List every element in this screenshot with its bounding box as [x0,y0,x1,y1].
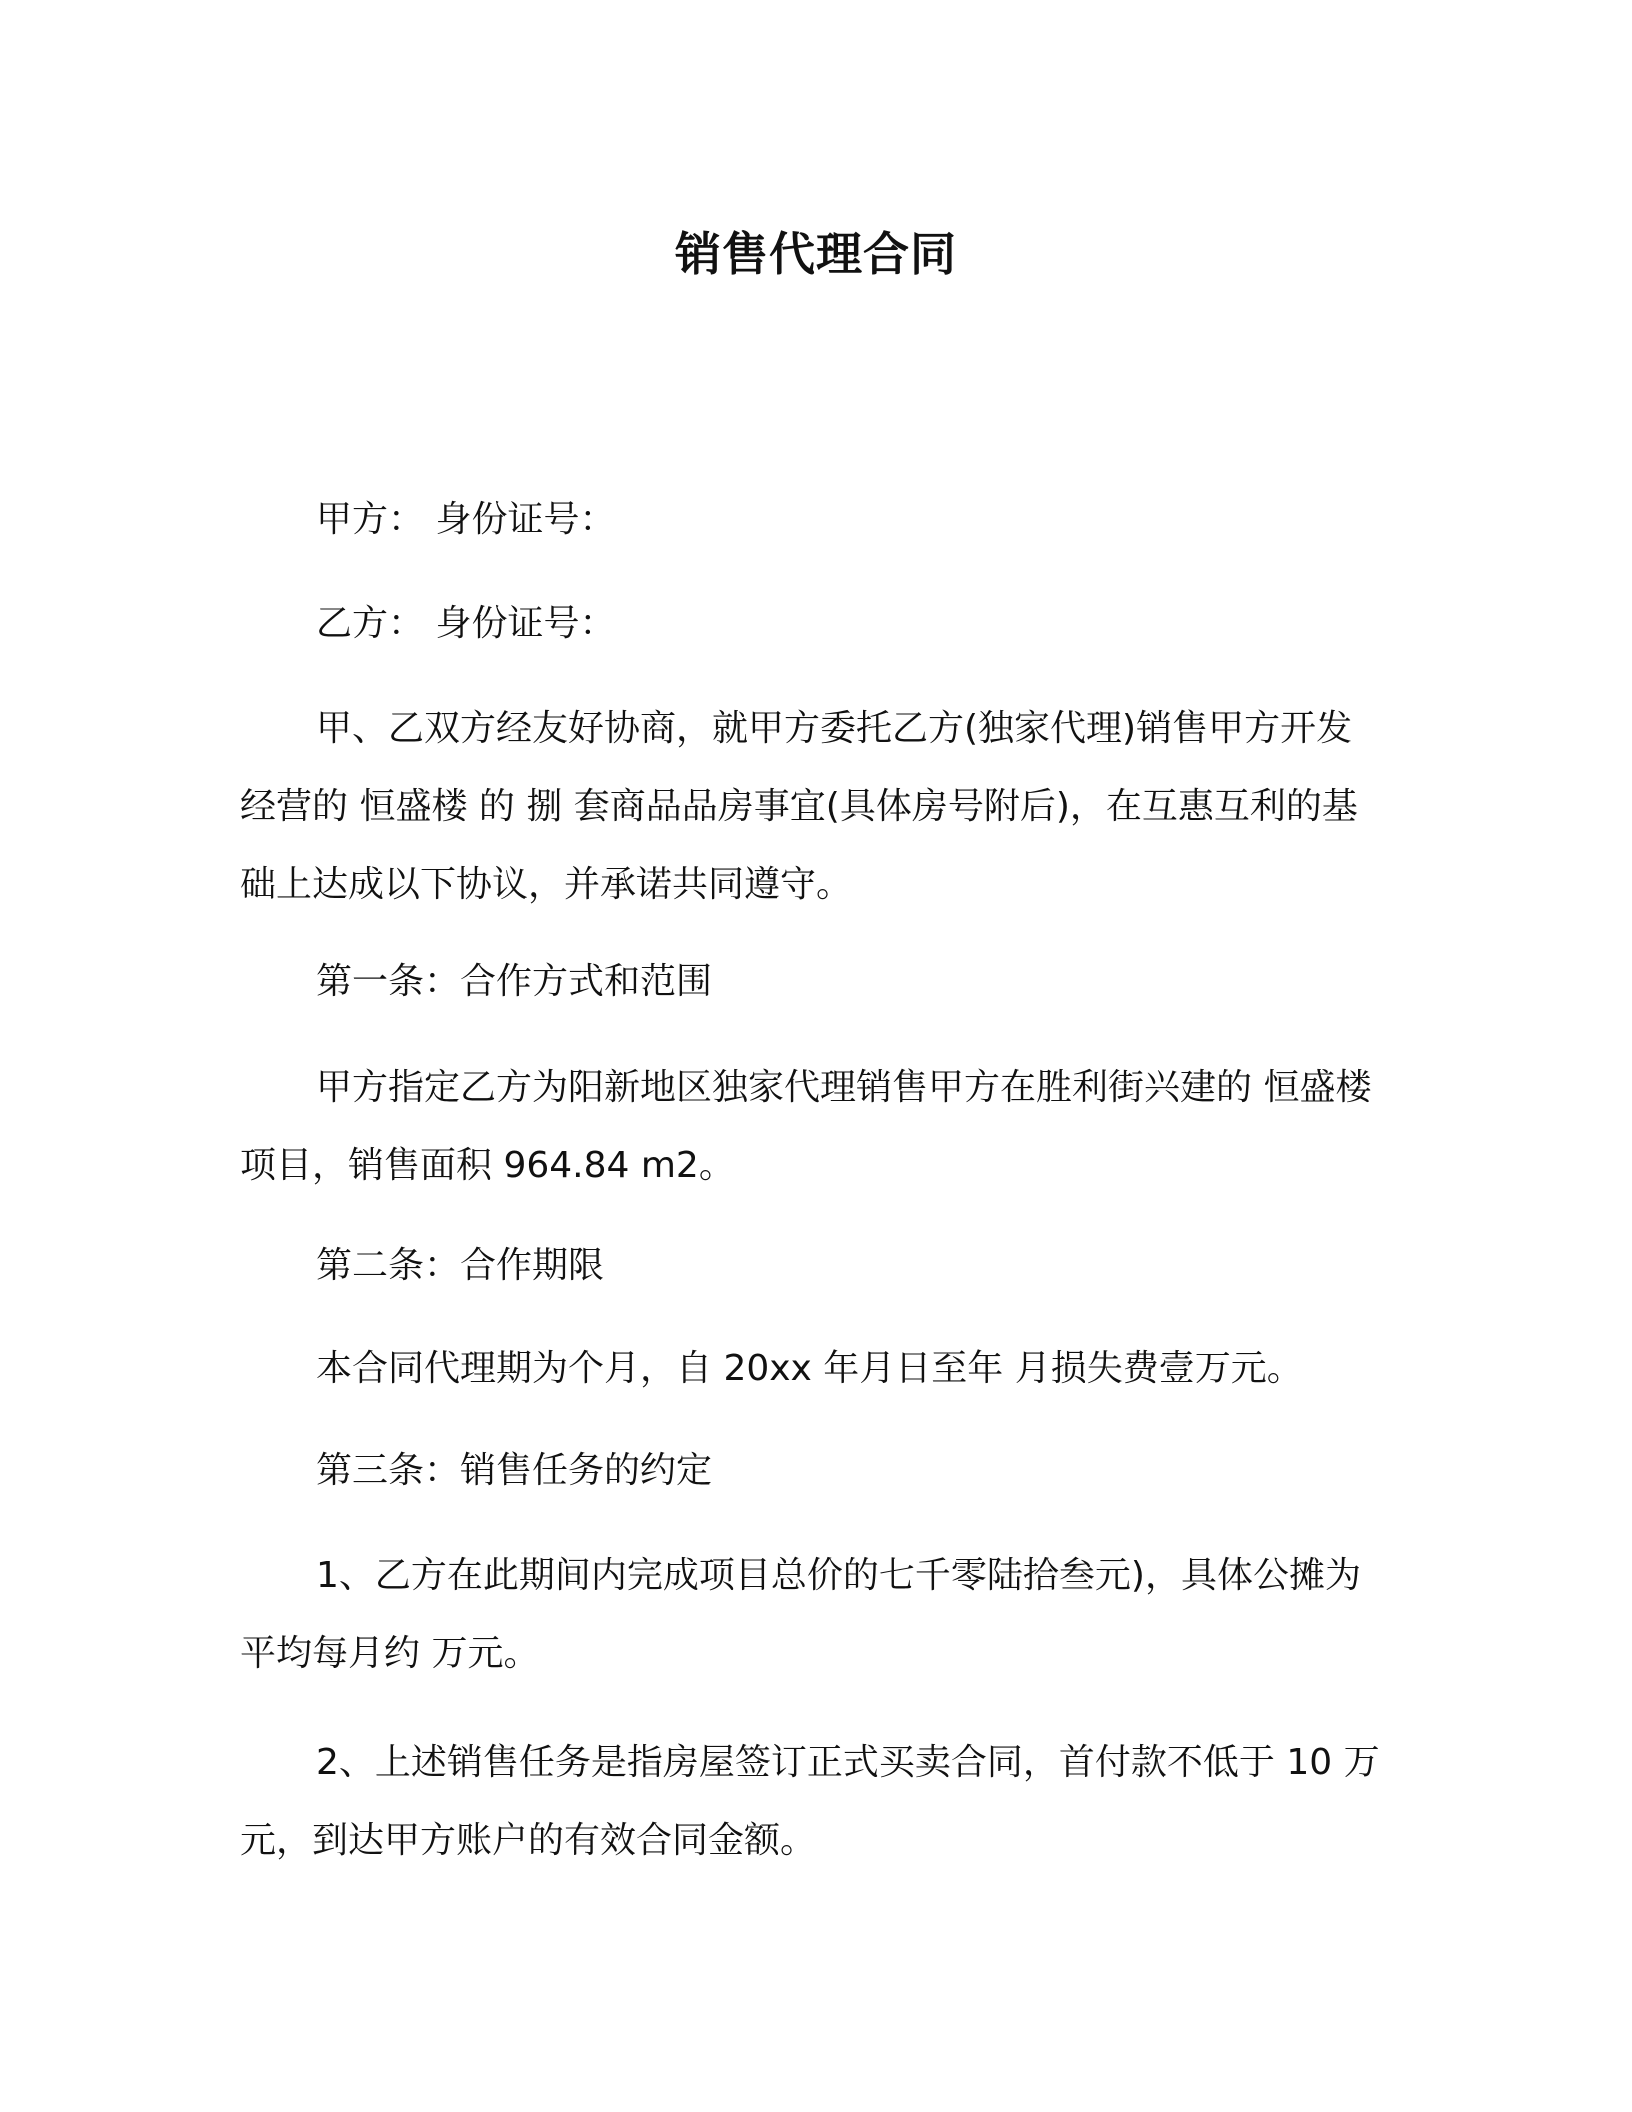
intro-paragraph: 甲、乙双方经友好协商，就甲方委托乙方(独家代理)销售甲方开发经营的 恒盛楼 的 捌 套商品品房事宜(具体房号附后)，在互惠互利的基础上达成以下协议，并承诺共同遵守。 [240,708,1358,905]
party-b-line: 乙方： 身份证号： [316,603,616,644]
document-title: 销售代理合同 [675,227,957,281]
article-2-body: 本合同代理期为个月，自 20xx 年月日至年 月损失费壹万元。 [316,1348,1303,1389]
article-1-heading: 第一条：合作方式和范围 [316,961,713,1002]
article-3-item-1: 1、乙方在此期间内完成项目总价的七千零陆拾叁元)，具体公摊为平均每月约 万元。 [240,1555,1361,1674]
article-2-heading: 第二条：合作期限 [316,1245,605,1286]
article-3-item-2: 2、上述销售任务是指房屋签订正式买卖合同，首付款不低于 10 万元，到达甲方账户的有效合同金额。 [240,1742,1380,1861]
article-3-heading: 第三条：销售任务的约定 [316,1450,713,1491]
party-a-line: 甲方： 身份证号： [316,499,616,540]
article-1-body: 甲方指定乙方为阳新地区独家代理销售甲方在胜利街兴建的 恒盛楼 项目，销售面积 964.84 m2。 [240,1067,1372,1186]
